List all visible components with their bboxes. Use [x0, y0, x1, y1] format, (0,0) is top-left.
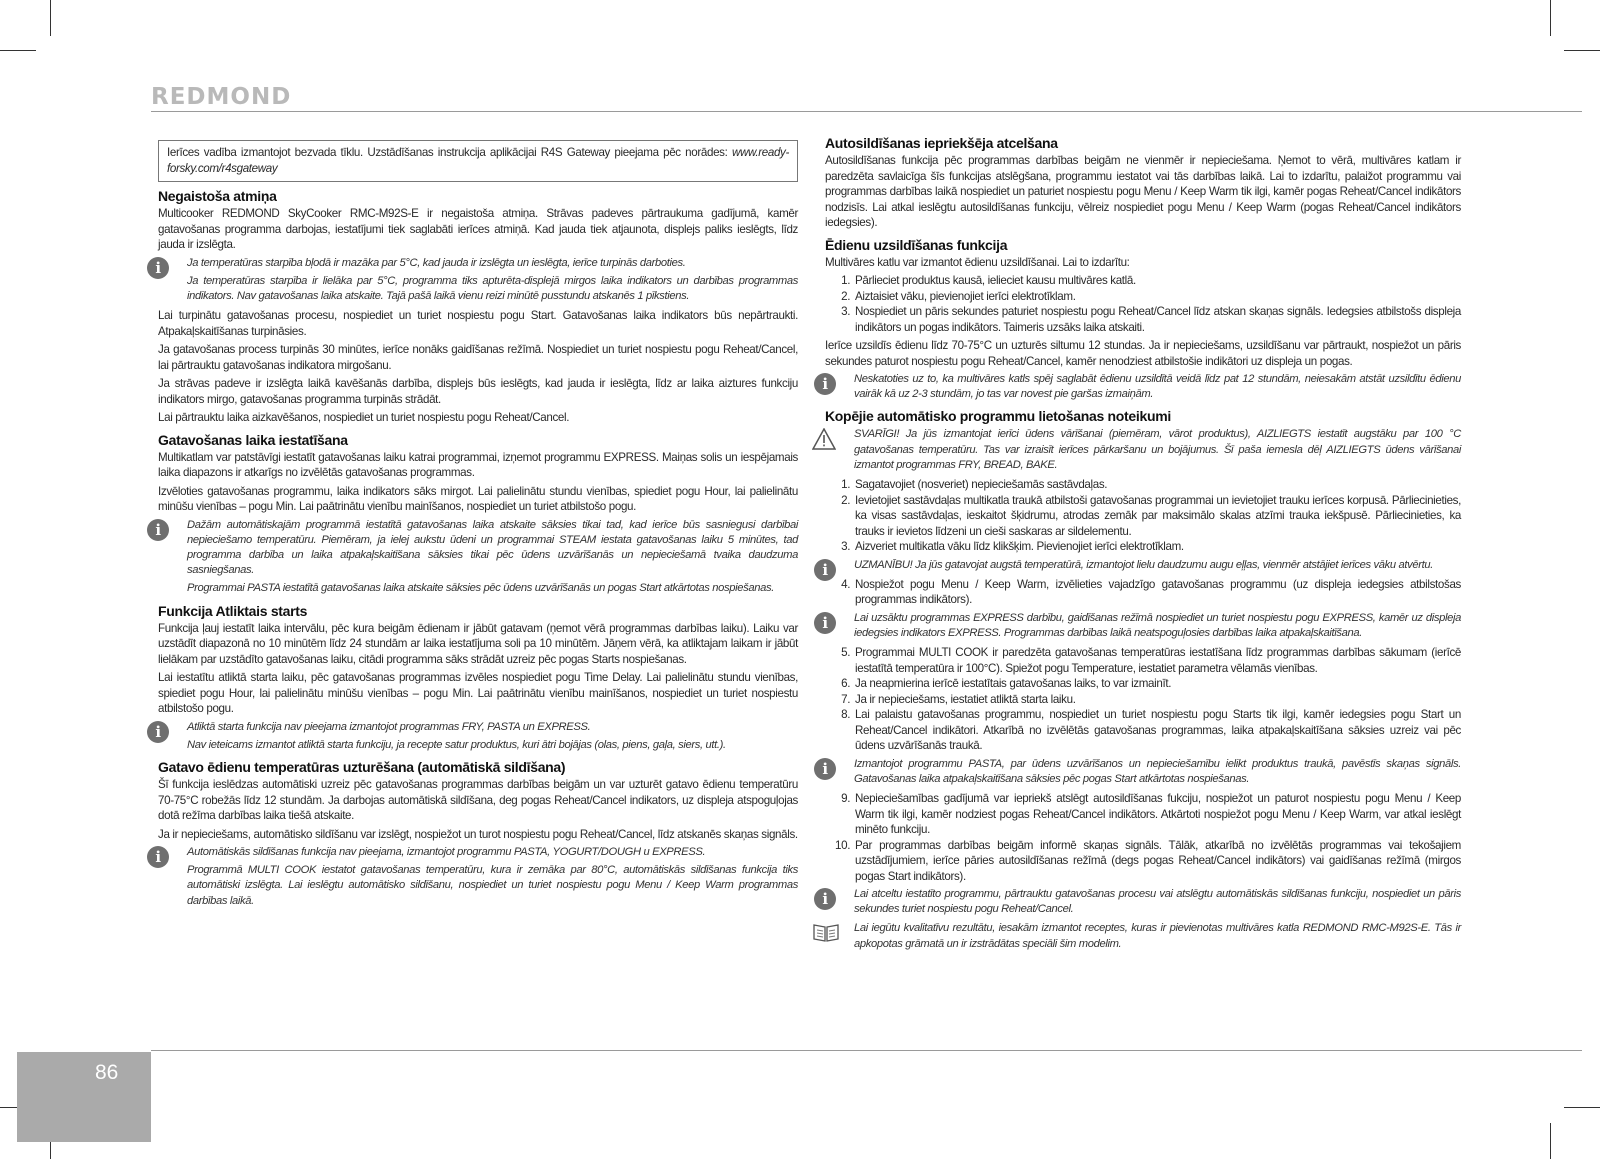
header-rule: [151, 111, 1582, 112]
info-icon: i: [814, 559, 836, 581]
info-icon: i: [814, 373, 836, 395]
book-note: [825, 921, 1461, 951]
list-item: 1. Sagatavojiet (nosveriet) nepieciešamās sastāvdaļas.: [853, 477, 1461, 493]
info-icon: i: [147, 846, 169, 868]
note-text: Lai uzsāktu programmas EXPRESS darbību, gaidīšanas režīmā nospiediet un turiet nospiestu pogu EXPRESS, kamēr uz displeja iedegsies indikators EXPRESS. Programmas darbības laikā neatspoguļosies darbības laika atpakaļskaitīšana.: [854, 611, 1461, 639]
crop-mark: [1564, 50, 1600, 51]
book-icon: [812, 923, 840, 943]
paragraph: Funkcija ļauj iestatīt laika intervālu, pēc kura beigām ēdienam ir jābūt gatavam (ņemot vērā programmas darbības laiku). Laiku var uzstādīt diapazonā no 10 minūtēm līdz 24 stundām ar laika iestatījuma soli pa 10 minūtēm. Jāņem vērā, ka atliktajam laikam ir jābūt lielākam par uzstādīto gatavošanas laiku, citādi programma sāks strādāt uzreiz pēc pogas Starts nospiešanas.: [158, 621, 798, 666]
right-column: [822, 135, 1461, 956]
section-title: Gatavo ēdienu temperatūras uzturēšana (automātiskā sildīšana): [158, 759, 566, 776]
note-text: Atliktā starta funkcija nav pieejama izmantojot programmas FRY, PASTA un EXPRESS.: [187, 720, 591, 733]
list-item: 7. Ja ir nepieciešams, iestatiet atliktā starta laiku.: [853, 692, 1461, 708]
reheat-steps: [825, 273, 1461, 335]
section-title: Kopējie automātisko programmu lietošanas noteikumi: [825, 408, 1171, 425]
gateway-link[interactable]: www.ready-forsky.com/r4sgateway: [167, 146, 789, 175]
paragraph: Ja strāvas padeve ir izslēgta laikā kavēšanās darbība, displejs būs ieslēgts, kad jauda ir ieslēgta, līdz ar laika aiztures funkciju indikators mirgo, gatavošanas programma turpinās strādāt.: [158, 377, 798, 406]
note-text: Lai atceltu iestatīto programmu, pārtrauktu gatavošanas procesu vai atslēgtu automātiskās sildīšanas funkciju, nospiediet un pāris sekundes turiet nospiestu pogu Reheat/Cancel.: [854, 888, 1461, 916]
note-text: UZMANĪBU! Ja jūs gatavojat augstā temperatūrā, izmantojot lielu daudzumu augu eļļas, vienmēr atstājiet ierīces vāku atvērtu.: [854, 558, 1434, 571]
list-item: 6. Ja neapmierina ierīcē iestatītais gatavošanas laiks, to var izmainīt.: [853, 676, 1461, 692]
list-item: 3. Nospiediet un pāris sekundes paturiet nospiestu pogu Reheat/Cancel līdz atskan skaņas signāls. Iedegsies atbilstošs displeja indikātors un pogas indikātors. Taimeris uzsāks laika atskaiti.: [853, 304, 1461, 335]
info-icon: i: [814, 888, 836, 910]
crop-mark: [0, 50, 36, 51]
section-title: Funkcija Atliktais starts: [158, 602, 308, 619]
note-text: Ja temperatūras starpība bļodā ir mazāka par 5°C, kad jauda ir izslēgta un ieslēgta, ierīce turpinās darboties.: [187, 256, 686, 269]
note-text: Automātiskās sildīšanas funkcija nav pieejama, izmantojot programmu PASTA, YOGURT/DOUGH u EXPRESS.: [187, 846, 706, 859]
list-item: 10. Par programmas darbības beigām informē skaņas signāls. Tālāk, atkarībā no izvēlētās programmas vai tekošajiem uzstādījumiem, ierīce pāries autosildīšanas režīmā (degs pogas Reheat/Cancel indikātors) vai gaidīšanas režīmā (mirgos pogas Start indikātors).: [853, 838, 1461, 885]
program-steps: [825, 477, 1461, 555]
info-note: [822, 887, 1461, 917]
program-steps: [825, 645, 1461, 754]
info-note: [822, 757, 1461, 787]
paragraph: Lai pārtrauktu laika aizkavēšanos, nospiediet un turiet nospiestu pogu Reheat/Cancel.: [158, 411, 570, 425]
footer-rule: [151, 1050, 1582, 1051]
section-title: Negaistoša atmiņa: [158, 188, 277, 204]
page-number-box: [17, 1052, 151, 1142]
note-text: Programmai PASTA iestatītā gatavošanas laika atskaite sāksies pēc ūdens uzvārīšanās un pogas Start atkārtotas nospiešanas.: [187, 582, 775, 595]
section-title: Ēdienu uzsildīšanas funkcija: [825, 236, 1008, 253]
info-note: [155, 518, 798, 597]
page-number: 86: [95, 1061, 119, 1084]
note-text: Lai iegūtu kvalitatīvu rezultātu, iesakām izmantot receptes, kuras ir pievienotas multivāres katla REDMOND RMC-M92S-E. Tās ir apkopotas grāmatā un ir izstrādātas speciāli šim modelim.: [854, 922, 1461, 950]
note-text: Ja temperatūras starpība ir lielāka par 5°C, programma tiks apturēta-displejā mirgos laika indikators un darbības programmas indikators. Nav gatavošanas laika atskaite. Tajā pašā laikā vienu reizi minūtē pusstundu atskanēs 1 pīkstiens.: [187, 274, 798, 302]
note-text: Izmantojot programmu PASTA, par ūdens uzvārīšanos un nepieciešamību ielikt produktus traukā, pavēstīs skaņas signāls. Gatavošanas laika atpakaļskaitīšana sāksies pēc pogas Start atkārtotas nospiešanas.: [854, 757, 1461, 785]
paragraph: Multivāres katlu var izmantot ēdienu uzsildīšanai. Lai to izdarītu:: [825, 255, 1130, 269]
info-note: [822, 558, 1461, 579]
section-title: Gatavošanas laika iestatīšana: [158, 431, 348, 448]
paragraph: Ja gatavošanas process turpinās 30 minūtes, ierīce nonāks gaidīšanas režīmā. Nospiediet un turiet nospiestu pogu Reheat/Cancel, lai pārtrauktu gatavošanas indikatora mirgošanu.: [158, 343, 798, 372]
paragraph: Izvēloties gatavošanas programmu, laika indikators sāks mirgot. Lai palielinātu stundu vienības, spiediet pogu Hour, lai palielinātu minūšu vienības – pogu Min. Lai paātrinātu vienību mainīšanos, nospiediet un turiet atbilstošo pogu.: [158, 484, 798, 514]
note-text: SVARĪGI! Ja jūs izmantojat ierīci ūdens vārīšanai (piemēram, vārot produktus), AIZLIEGTS iestatīt augstāku par 100 °C gatavošanas temperatūru. Tas var izraisīt ierīces pārkaršanu un bojājumus. Šī paša iemesla dēļ AIZLIEGTS ūdens vārīšanai izmantot programmas FRY, BREAD, BAKE.: [854, 428, 1461, 471]
paragraph: Ierīce uzsildīs ēdienu līdz 70-75°C un uzturēs siltumu 12 stundas. Ja ir nepieciešams, uzsildīšanu var pārtraukt, nospiežot un pāris sekundes paturot nospiestu pogu Reheat/Cancel, kamēr nenodziest atbilstošie indikātori uz displeja un pogas.: [825, 339, 1461, 368]
left-column: [155, 140, 798, 913]
info-note: [155, 256, 798, 305]
info-icon: i: [147, 257, 169, 279]
list-item: 2. Aiztaisiet vāku, pievienojiet ierīci elektrotīklam.: [853, 289, 1461, 305]
info-note: [822, 372, 1461, 402]
crop-mark: [1550, 1123, 1551, 1159]
info-note: [822, 611, 1461, 641]
info-icon: i: [147, 519, 169, 541]
paragraph: Lai turpinātu gatavošanas procesu, nospiediet un turiet nospiestu pogu Start. Gatavošanas laika indikators būs nepārtraukti. Atpakaļskaitīšanas turpināsies.: [158, 309, 798, 338]
paragraph: Autosildīšanas funkcija pēc programmas darbības beigām ne vienmēr ir nepieciešama. Ņemot to vērā, multivāres katlam ir paredzēta savlaicīga šīs funkcijas atslēgšana, programmu iestatot vai tās darbības laikā. Lai to izdarītu, palaižot programmu vai programmas darbības laikā nospiediet un paturiet nospiestu pogu Menu / Keep Warm tik ilgi, kamēr pogas Reheat/Cancel indikātors nodzisīs. Lai atkal ieslēgtu autosildīšanas funkciju, vēlreiz nospiediet pogu Menu / Keep Warm (pogas Reheat/Cancel indikātors iedegsies).: [825, 154, 1461, 229]
crop-mark: [1550, 0, 1551, 36]
paragraph: Lai iestatītu atliktā starta laiku, pēc gatavošanas programmas izvēles nospiediet pogu Time Delay. Lai palielinātu stundu vienības, spiediet pogu Hour, lai palielinātu minūšu vienības – pogu Min. Lai paātrinātu vienību mainīšanos, nospiediet un turiet nospiestu atbilstošo pogu.: [158, 671, 798, 716]
brand-logo: REDMOND: [151, 84, 292, 110]
gateway-text: Ierīces vadība izmantojot bezvada tīklu. Uzstādīšanas instrukcija aplikācijai R4S Gateway pieejama pēc norādes:: [167, 146, 732, 159]
info-icon: i: [814, 758, 836, 780]
list-item: 9. Nepieciešamības gadījumā var iepriekš atslēgt autosildīšanas fukciju, nospiežot un paturot nospiestu pogu Menu / Keep Warm tik ilgi, kamēr nodziest pogas Reheat/Cancel indikātors. Atkārtoti nospiežot pogu Menu / Keep Warm, var atkal ieslēgt minēto funkciju.: [853, 791, 1461, 838]
list-item: 8. Lai palaistu gatavošanas programmu, nospiediet un turiet nospiestu pogu Starts tik ilgi, kamēr iedegsies pogu Start un Reheat/Cancel indikātori. Atkarībā no izvēlētās gatavošanas programmas, laika atpakaļskaitīšana sāksies uzreiz vai pēc ūdens uzvārīšanās traukā.: [853, 707, 1461, 754]
program-steps: [825, 577, 1461, 608]
note-text: Neskatoties uz to, ka multivāres katls spēj saglabāt ēdienu uzsildītā veidā līdz pat 12 stundām, neiesakām atstāt uzsildītu ēdienu vairāk kā uz 2-3 stundām, jo tas var novest pie garšas izmaiņām.: [854, 373, 1461, 401]
note-text: Programmā MULTI COOK iestatot gatavošanas temperatūru, kura ir zemāka par 80°C, automātiskās sildīšanas funkcija tiks automātiski izslēgta. Lai ieslēgtu automātisko sildīšanu, nospiediet un turiet nospiestu pogu Menu / Keep Warm programmas darbības laikā.: [187, 864, 798, 907]
warning-icon: [812, 428, 836, 450]
info-note: [155, 845, 798, 909]
info-icon: i: [814, 612, 836, 634]
list-item: 5. Programmai MULTI COOK ir paredzēta gatavošanas temperatūras iestatīšana līdz programmas darbības sākumam (ierīcē iestatītā temperatūra ir 100°C). Spiežot pogu Temperature, iestatiet parametra vēlamās vienības.: [853, 645, 1461, 676]
section-title: Autosildīšanas iepriekšēja atcelšana: [825, 135, 1058, 151]
note-text: Dažām automātiskajām programmā iestatītā gatavošanas laika atskaite sāksies tikai tad, kad ierīce būs sasniegusi darbībai nepieciešamo temperatūru. Piemēram, ja ielej aukstu ūdeni un programmai STEAM iestata gatavošanas laiku 5 minūtes, tad programma darbība un laika atpakaļskaitīšana sāksies tikai pēc ūdens uzvārīšanās un nepieciešamā tvaika daudzuma sasniegšanas.: [187, 518, 798, 577]
gateway-info-box: [158, 140, 798, 182]
paragraph: Multicooker REDMOND SkyCooker RMC-M92S-E ir negaistoša atmiņa. Strāvas padeves pārtraukuma gadījumā, kamēr gatavošanas programma darbojas, iestatījumi tiek saglabāti ierīces atmiņā. Kad jauda tiek atjaunota, displejs paliks ieslēgts, līdz jauda ir izslēgta.: [158, 207, 798, 251]
list-item: 3. Aizveriet multikatla vāku līdz klikšķim. Pievienojiet ierīci elektrotīklam.: [853, 539, 1461, 555]
paragraph: Multikatlam var patstāvīgi iestatīt gatavošanas laiku katrai programmai, izņemot programmu EXPRESS. Maiņas solis un iespējamais laika diapazons ir atkarīgs no izvēlētās gatavošanas programmas.: [158, 450, 798, 480]
list-item: 2. Ievietojiet sastāvdaļas multikatla traukā atbilstoši gatavošanas programmai un ievietojiet trauku ierīces korpusā. Pārliecinieties, ka visas sastāvdaļas, ieskaitot šķidrumu, atrodas zemāk par maksimālo skalas atzīmi trauka iekšpusē. Pārliecinieties, ka trauks ir ievietos līdzeni un cieši saskaras ar sildelementu.: [853, 493, 1461, 540]
crop-mark: [1564, 1107, 1600, 1108]
list-item: 1. Pārlieciet produktus kausā, ielieciet kausu multivāres katlā.: [853, 273, 1461, 289]
note-text: Nav ieteicams izmantot atliktā starta funkciju, ja recepte satur produktus, kuri ātri bojājas (olas, piens, gaļa, siers, utt.).: [187, 738, 726, 751]
info-icon: i: [147, 721, 169, 743]
info-note: [155, 720, 798, 753]
paragraph: Ja ir nepieciešams, automātisko sildīšanu var izslēgt, nospiežot un turot nospiestu pogu Reheat/Cancel, līdz atskanēs skaņas signāls.: [158, 827, 798, 841]
list-item: 4. Nospiežot pogu Menu / Keep Warm, izvēlieties vajadzīgo gatavošanas programmu (uz displeja iedegsies atbilstošas programmas indikātors).: [853, 577, 1461, 608]
paragraph: Šī funkcija ieslēdzas automātiski uzreiz pēc gatavošanas programmas darbības beigām un var uzturēt gatavo ēdienu temperatūru 70-75°C robežās līdz 12 stundām. Ja darbojas automātiskā sildīšana, deg pogas Reheat/Cancel indikators, uz displeja atspoguļojas dotā režīma darbības laika tiešā atskaite.: [158, 778, 798, 823]
program-steps: [825, 791, 1461, 884]
warning-note: [825, 427, 1461, 473]
crop-mark: [50, 0, 51, 36]
